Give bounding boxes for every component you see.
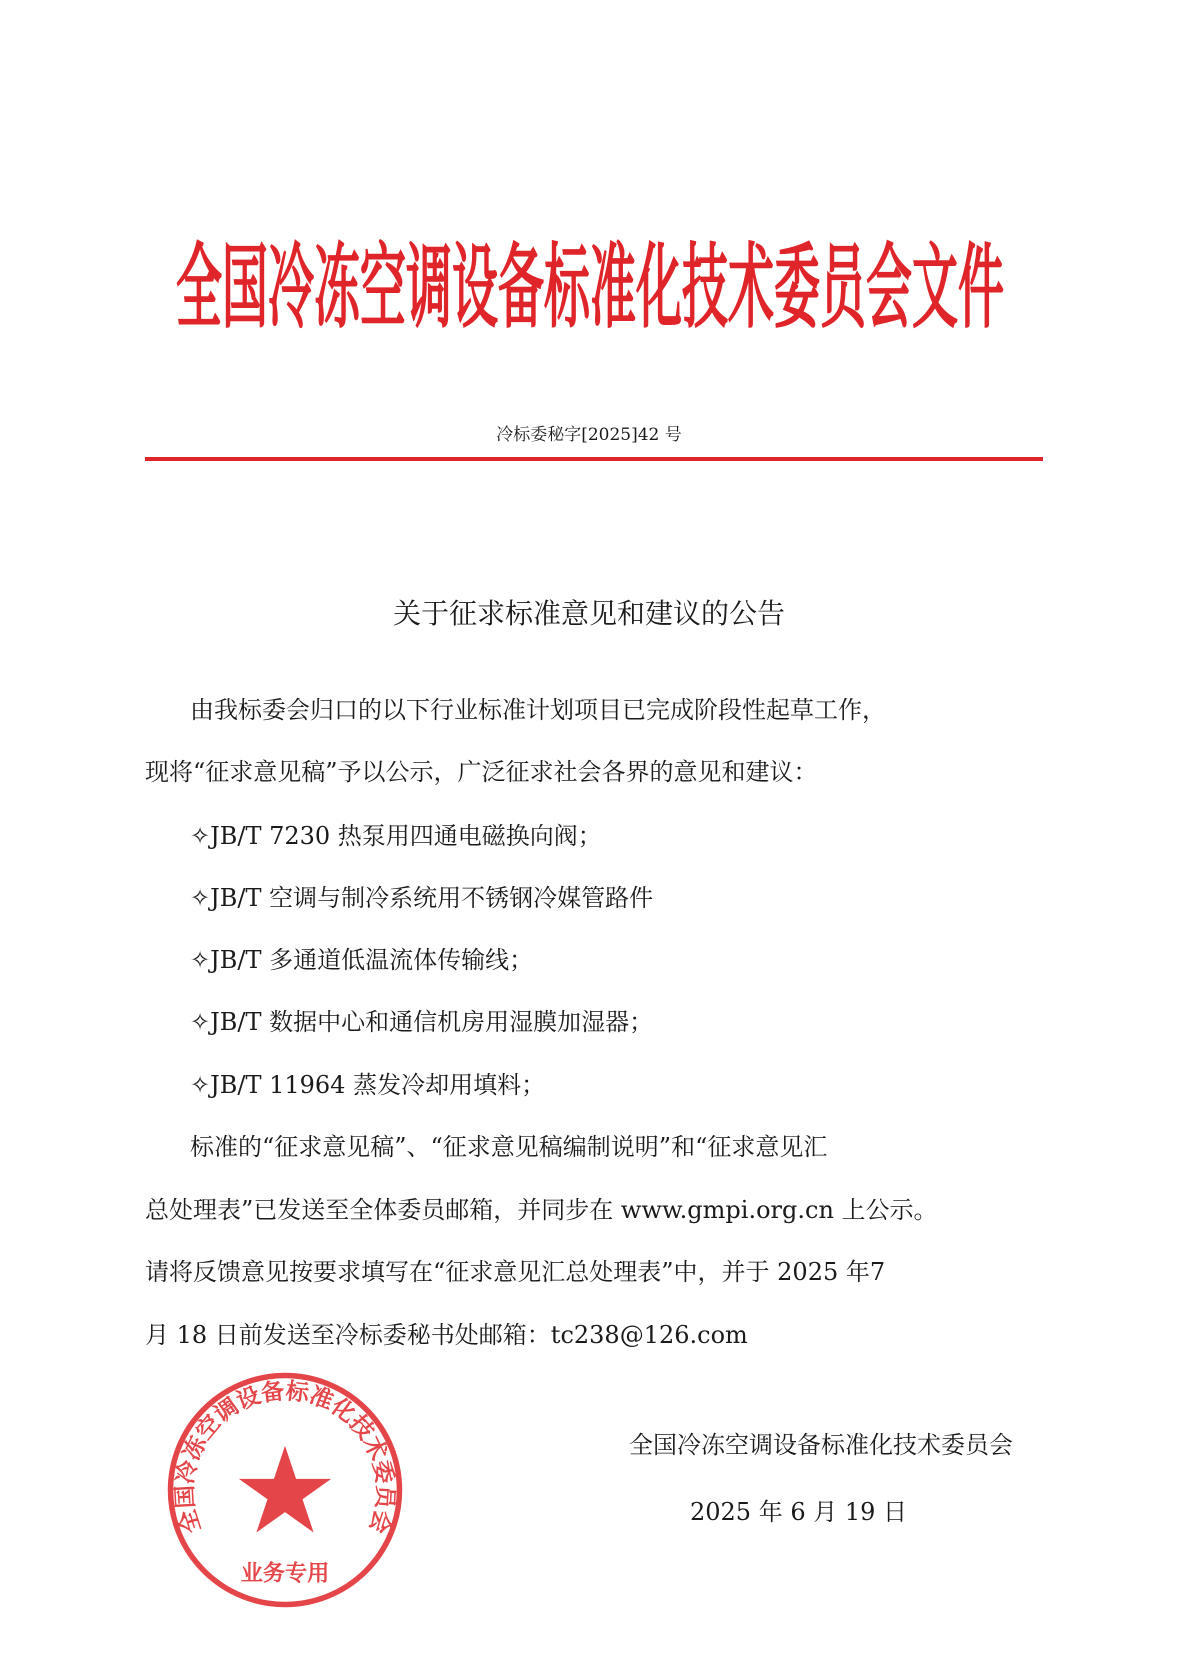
- red-divider: [145, 457, 1043, 461]
- standard-item: ✧JB/T 7230 热泵用四通电磁换向阀；: [190, 822, 602, 850]
- standard-item: ✧JB/T 11964 蒸发冷却用填料；: [190, 1071, 546, 1099]
- body-paragraph-line: 请将反馈意见按要求填写在“征求意见汇总处理表”中，并于 2025 年7: [145, 1258, 886, 1286]
- standard-item: ✧JB/T 空调与制冷系统用不锈钢冷媒管路件: [190, 884, 654, 912]
- body-paragraph-line: 总处理表”已发送至全体委员邮箱，并同步在 www.gmpi.org.cn 上公示。: [145, 1196, 938, 1224]
- stamp-ring-text: 全国冷冻空调设备标准化技术委员会: [172, 1378, 398, 1537]
- body-paragraph-line: 月 18 日前发送至冷标委秘书处邮箱：tc238@126.com: [145, 1321, 748, 1349]
- signature-organization: 全国冷冻空调设备标准化技术委员会: [629, 1431, 1013, 1459]
- notice-title: 关于征求标准意见和建议的公告: [392, 597, 785, 630]
- standard-item: ✧JB/T 多通道低温流体传输线；: [190, 946, 534, 974]
- star-icon: [239, 1446, 331, 1533]
- official-seal-stamp: [165, 1370, 405, 1610]
- document-number: 冷标委秘字[2025]42 号: [496, 425, 682, 445]
- header-title: 全国冷冻空调设备标准化技术委员会文件: [176, 233, 1004, 341]
- body-paragraph-line: 标准的“征求意见稿”、“征求意见稿编制说明”和“征求意见汇: [190, 1133, 828, 1161]
- stamp-bottom-text: 业务专用: [240, 1560, 330, 1587]
- issue-date: 2025 年 6 月 19 日: [690, 1498, 908, 1526]
- body-paragraph-line: 由我标委会归口的以下行业标准计划项目已完成阶段性起草工作，: [190, 696, 886, 724]
- body-paragraph-line: 现将“征求意见稿”予以公示，广泛征求社会各界的意见和建议：: [145, 758, 818, 786]
- standard-item: ✧JB/T 数据中心和通信机房用湿膜加湿器；: [190, 1008, 654, 1036]
